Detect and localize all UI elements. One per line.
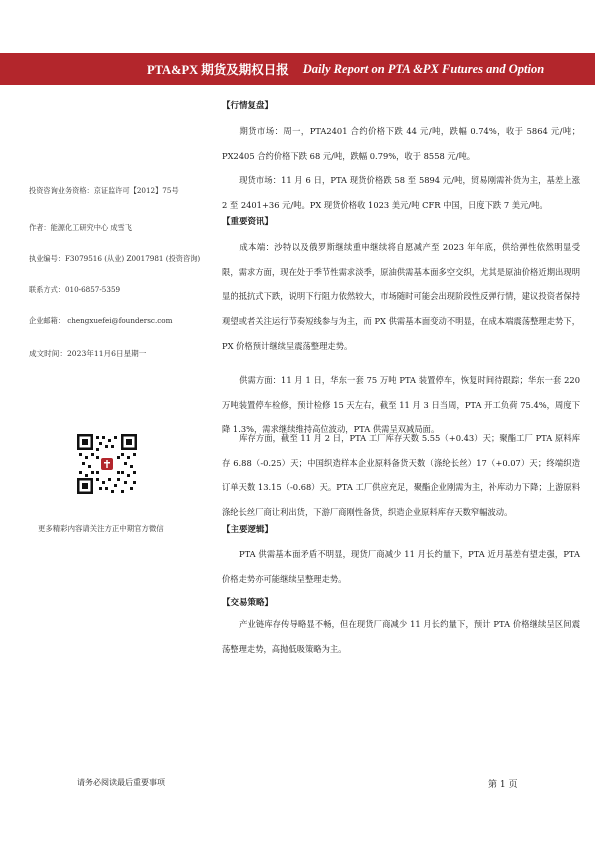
email-info[interactable]: 企业邮箱： chengxuefei@foundersc.com (29, 316, 173, 325)
paragraph: 供需方面：11 月 1 日，华东一套 75 万吨 PTA 装置停车，恢复时间待跟踪；华东一套 220 万吨装置停车检修，预计检修 15 天左右，截至 11 月 3 日当周，PTA 开工负荷 75.4%，周度下降 1.3%，需求继续维持高位波动，PTA 供需呈双减局面。 (222, 375, 580, 435)
section-title-strategy: 【交易策略】 (222, 598, 274, 608)
wechat-qr-code (77, 434, 137, 494)
report-title-cn: PTA&PX 期货及期权日报 (147, 63, 289, 77)
paragraph: 产业链库存传导略显不畅，但在现货厂商减少 11 月长约量下，预计 PTA 价格继续呈区间震荡整理走势，高抛低吸策略为主。 (222, 619, 580, 654)
author-info: 作者：能源化工研究中心 成雪飞 (29, 223, 132, 232)
section-title-news: 【重要资讯】 (222, 217, 274, 227)
report-banner (0, 53, 595, 85)
qr-caption: 更多精彩内容请关注方正中期官方微信 (38, 524, 164, 533)
paragraph: 期货市场：周一，PTA2401 合约价格下跌 44 元/吨，跌幅 0.74%，收于 5864 元/吨；PX2405 合约价格下跌 68 元/吨，跌幅 0.79%，收于 8558 元/吨。 (222, 126, 580, 161)
section-title-logic: 【主要逻辑】 (222, 525, 274, 535)
phone-info: 联系方式：010-6857-5359 (29, 285, 121, 294)
paragraph: PTA 供需基本面矛盾不明显，现货厂商减少 11 月长约量下，PTA 近月基差有望走强，PTA 价格走势亦可能继续呈整理走势。 (222, 549, 580, 584)
cert-info: 执业编号：F3079516 (从业) Z0017981 (投资咨询) (29, 254, 201, 263)
report-title-en: Daily Report on PTA &PX Futures and Option (302, 61, 545, 76)
paragraph: 成本端：沙特以及俄罗斯继续重申继续将自愿减产至 2023 年年底，供给弹性依然明显受限，需求方面，现在处于季节性需求淡季，原油供需基本面多空交织，尤其是原油价格近期出现明显的抵抗式下跌，说明下行阻力依然较大，市场随时可能会出现阶段性反弹行情，建议投资者保持观望或者关注运行节奏短线参与为主，而 PX 供需基本面变动不明显，在成本端震荡整理走势下，PX 价格预计继续呈震荡整理走势。 (222, 242, 580, 351)
date-info: 成文时间：2023年11月6日星期一 (29, 349, 147, 358)
section-title-market-review: 【行情复盘】 (222, 101, 274, 111)
page-number: 第 1 页 (488, 780, 518, 790)
footer-disclaimer[interactable]: 请务必阅读最后重要事项 (77, 778, 165, 787)
qr-code-icon (77, 434, 137, 494)
paragraph: 库存方面，截至 11 月 2 日，PTA 工厂库存天数 5.55（+0.43）天；聚酯工厂 PTA 原料库存 6.88（-0.25）天；中国织造样本企业原料备货天数（涤纶长丝）17（+0.07）天；终端织造订单天数 13.15（-0.68）天。PTA 工厂供应充足，聚酯企业刚需为主，补库动力下降；上游原料涤纶长丝厂商让利出货，下游厂商刚性备货，织造企业原料库存天数窄幅波动。 (222, 433, 580, 518)
license-info: 投资咨询业务资格：京证监许可【2012】75号 (29, 186, 179, 195)
paragraph: 现货市场：11 月 6 日，PTA 现货价格跌 58 至 5894 元/吨，贸易刚需补货为主，基差上涨 2 至 2401+36 元/吨。PX 现货价格收 1023 美元/吨 CFR 中国，日度下跌 7 美元/吨。 (222, 175, 580, 210)
